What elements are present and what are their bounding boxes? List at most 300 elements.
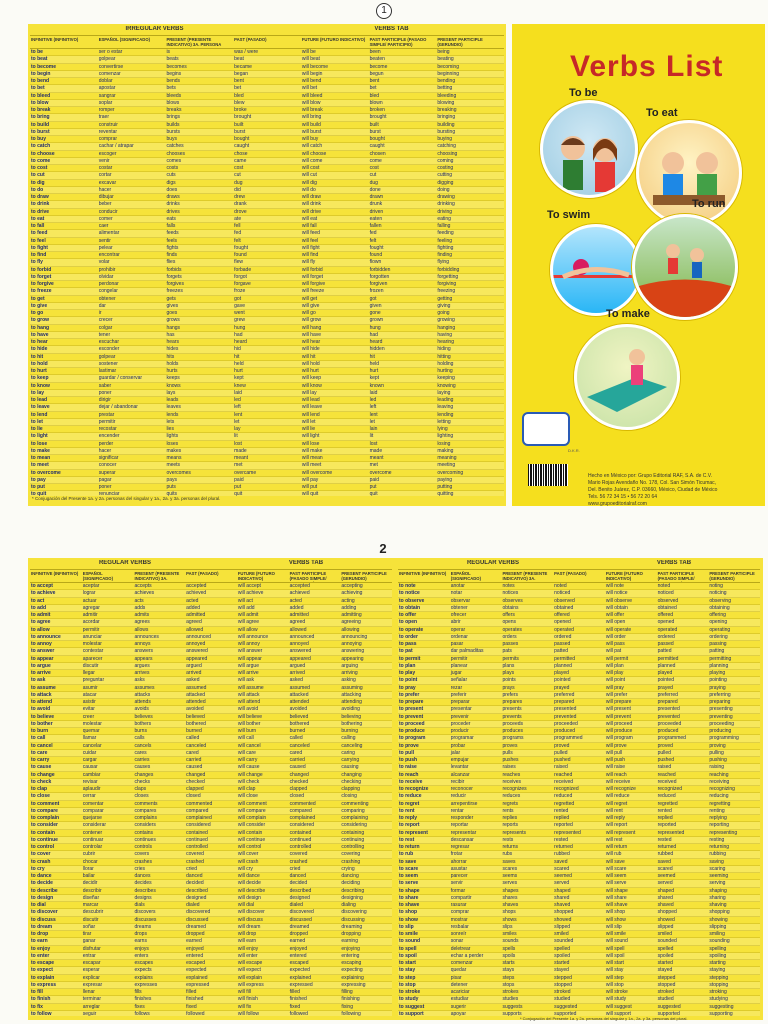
- table-cell: will play: [605, 670, 624, 676]
- table-cell: dials: [134, 902, 145, 908]
- table-row: [30, 165, 504, 172]
- table-cell: buys: [166, 136, 177, 142]
- table-cell: obtained: [554, 604, 574, 611]
- table-cell: will attend: [237, 699, 261, 705]
- table-cell: patted: [554, 648, 569, 655]
- table-cell: meant: [369, 455, 384, 461]
- table-cell: to break: [31, 107, 51, 113]
- table-cell: continued: [186, 836, 208, 843]
- table-cell: called: [186, 735, 200, 742]
- table-cell: closing: [341, 793, 357, 800]
- table-cell: to shop: [399, 909, 418, 916]
- table-cell: considered: [186, 822, 211, 829]
- table-row: [30, 296, 504, 303]
- table-row: [30, 946, 392, 953]
- table-cell: will fight: [301, 244, 320, 251]
- table-cell: got: [234, 295, 242, 302]
- table-row: [30, 612, 392, 619]
- table-cell: starting: [709, 960, 726, 966]
- table-cell: to check: [31, 778, 52, 785]
- table-cell: lay: [234, 426, 241, 432]
- table-cell: argues: [134, 662, 150, 669]
- table-cell: checked: [289, 778, 309, 785]
- table-cell: will hurt: [301, 368, 319, 374]
- table-cell: to achieve: [31, 590, 56, 597]
- table-cell: entering: [341, 952, 360, 959]
- table-cell: will enter: [237, 952, 258, 959]
- table-cell: closes: [134, 793, 149, 800]
- table-cell: to dial: [31, 902, 46, 908]
- table-cell: to reply: [399, 815, 418, 821]
- table-cell: prevents: [502, 713, 522, 720]
- table-row: [30, 735, 392, 742]
- table-cell: to cause: [31, 764, 52, 771]
- publisher-logo: [522, 412, 570, 446]
- table-cell: earned: [186, 938, 202, 945]
- table-cell: fell: [234, 223, 241, 229]
- table-cell: venir: [98, 157, 110, 164]
- table-cell: encontrar: [98, 252, 120, 258]
- table-cell: stopped: [554, 981, 572, 988]
- table-cell: controlled: [289, 844, 312, 850]
- table-cell: parecer: [450, 873, 468, 879]
- table-row: [30, 757, 392, 764]
- column-header: FUTURE (FUTURO INDICATIVO): [301, 37, 366, 42]
- table-cell: beaten: [369, 56, 385, 63]
- table-cell: came: [234, 157, 247, 164]
- table-cell: discovered: [186, 909, 211, 916]
- table-row: [30, 230, 504, 237]
- table-cell: ordered: [657, 633, 675, 640]
- table-cell: planning: [709, 662, 729, 669]
- table-cell: arreglar: [82, 1003, 100, 1010]
- table-cell: kept: [234, 375, 244, 382]
- table-cell: will decide: [237, 880, 261, 887]
- table-cell: raising: [709, 764, 725, 771]
- table-cell: asustar: [450, 865, 468, 872]
- table-cell: had: [234, 331, 243, 338]
- table-cell: will return: [605, 844, 628, 850]
- table-cell: offered: [657, 612, 674, 618]
- table-cell: entrar: [82, 952, 96, 959]
- table-row: [30, 303, 504, 310]
- table-cell: breaking: [437, 107, 457, 113]
- table-row: [398, 967, 760, 974]
- table-cell: to lose: [31, 440, 48, 447]
- table-cell: to burst: [31, 128, 50, 135]
- column-header: PRESENT (PRESENTE INDICATIVO) 3A.: [502, 571, 548, 581]
- table-cell: makes: [166, 447, 182, 454]
- table-cell: begins: [166, 70, 182, 77]
- table-cell: smiling: [709, 931, 725, 937]
- table-cell: announcing: [341, 633, 368, 640]
- verbs-tab-heading-right: VERBS TAB: [656, 560, 692, 566]
- table-cell: will change: [237, 771, 263, 778]
- table-cell: to agree: [31, 619, 51, 626]
- table-cell: spells: [502, 945, 516, 952]
- table-cell: will crash: [237, 858, 259, 865]
- table-cell: rested: [554, 836, 569, 843]
- table-cell: to carry: [31, 757, 50, 763]
- table-cell: will forgive: [301, 281, 326, 287]
- table-cell: to be: [31, 49, 43, 55]
- table-cell: growing: [437, 317, 455, 324]
- table-cell: doing: [437, 186, 450, 193]
- table-cell: forgiven: [369, 281, 388, 287]
- table-cell: hits: [166, 353, 175, 360]
- table-cell: gone: [369, 310, 381, 316]
- table-row: [30, 772, 392, 779]
- table-cell: asked: [186, 677, 200, 684]
- table-cell: represented: [554, 829, 581, 836]
- table-cell: flown: [369, 259, 382, 266]
- table-cell: puts: [166, 484, 176, 490]
- table-row: [398, 902, 760, 909]
- table-cell: drawn: [369, 194, 384, 200]
- table-cell: danced: [186, 873, 203, 879]
- table-cell: spoiled: [554, 952, 571, 959]
- table-cell: proceeding: [709, 720, 735, 727]
- table-cell: ofrecer: [450, 612, 467, 618]
- table-cell: to put: [31, 484, 45, 490]
- table-cell: attacks: [134, 691, 151, 698]
- table-cell: complaining: [341, 815, 368, 821]
- table-cell: will feel: [301, 237, 319, 244]
- table-cell: agreeing: [341, 619, 361, 626]
- column-header: FUTURE (FUTURO INDICATIVO): [237, 571, 275, 581]
- table-cell: will stay: [605, 967, 624, 974]
- table-cell: hitting: [437, 353, 451, 360]
- table-row: [30, 194, 504, 201]
- table-cell: arrives: [134, 670, 150, 676]
- table-cell: bothering: [341, 720, 363, 727]
- table-cell: bursts: [166, 128, 181, 135]
- table-cell: laid: [234, 389, 242, 396]
- table-cell: deciding: [341, 880, 360, 887]
- table-cell: will open: [605, 619, 626, 626]
- table-cell: will light: [301, 433, 320, 440]
- table-cell: claps: [134, 786, 147, 792]
- table-cell: achieved: [186, 590, 207, 597]
- table-row: [30, 721, 392, 728]
- table-cell: shops: [502, 909, 516, 916]
- table-cell: appeared: [289, 655, 311, 662]
- table-cell: hacer: [98, 186, 112, 193]
- table-row: [30, 895, 392, 902]
- table-cell: froze: [234, 288, 246, 295]
- column-header: PAST PARTICIPLE (PASADO SIMPLE/ PARTICIPIO): [369, 37, 427, 47]
- table-row: [30, 692, 392, 699]
- table-cell: did: [234, 186, 241, 193]
- table-cell: seguir: [82, 1010, 97, 1016]
- table-cell: to spell: [399, 945, 417, 952]
- table-cell: begun: [369, 70, 384, 77]
- table-row: [398, 648, 760, 655]
- table-cell: fights: [166, 244, 179, 251]
- table-cell: avoids: [134, 706, 149, 713]
- table-cell: programar: [450, 735, 474, 742]
- table-cell: smiles: [502, 931, 517, 937]
- table-cell: to leave: [31, 404, 50, 411]
- table-cell: will note: [605, 583, 624, 589]
- table-cell: olvidar: [98, 273, 114, 280]
- table-row: [30, 209, 504, 216]
- table-cell: permitir: [98, 418, 116, 425]
- table-cell: supported: [554, 1010, 577, 1016]
- table-cell: builds: [166, 121, 180, 128]
- table-row: [398, 764, 760, 771]
- table-cell: arriving: [341, 670, 358, 676]
- table-cell: will pat: [605, 648, 622, 655]
- table-cell: annoys: [134, 641, 151, 647]
- table-cell: llorar: [82, 865, 94, 872]
- table-cell: followed: [289, 1010, 308, 1016]
- table-cell: built: [234, 121, 244, 128]
- table-cell: spoiled: [657, 952, 674, 959]
- table-cell: señalar: [450, 677, 468, 684]
- table-cell: spelled: [657, 945, 674, 952]
- table-cell: to rub: [399, 851, 414, 858]
- table-cell: pelear: [98, 244, 113, 251]
- table-cell: follows: [134, 1010, 150, 1016]
- table-cell: prays: [502, 684, 515, 691]
- table-cell: made: [369, 447, 383, 454]
- table-cell: reaching: [709, 771, 729, 778]
- table-row: [30, 938, 392, 945]
- table-row: [30, 982, 392, 989]
- table-cell: to enjoy: [31, 945, 51, 952]
- table-cell: contener: [82, 829, 103, 836]
- table-cell: bursting: [437, 128, 456, 135]
- table-cell: will show: [605, 916, 626, 923]
- table-cell: drives: [166, 208, 180, 215]
- table-cell: decides: [134, 880, 152, 887]
- table-cell: to forget: [31, 273, 52, 280]
- table-cell: will shape: [605, 887, 628, 894]
- table-cell: to discover: [31, 909, 58, 916]
- table-cell: to buy: [31, 136, 46, 142]
- table-cell: clapped: [186, 786, 204, 792]
- table-cell: supports: [502, 1010, 522, 1016]
- regular-verbs-heading-left: REGULAR VERBS: [98, 560, 151, 566]
- regular-footnote: * Conjugación del Presente 1a. y 2a. personas del singular y 1a., 2a. y 3a. personas del plural.: [520, 1016, 688, 1021]
- table-cell: will follow: [237, 1010, 259, 1016]
- table-cell: arguing: [341, 662, 358, 669]
- table-cell: to stay: [399, 967, 416, 974]
- table-cell: to design: [31, 894, 54, 901]
- table-cell: starts: [502, 960, 515, 966]
- table-cell: knew: [234, 382, 246, 389]
- table-row: [30, 851, 392, 858]
- table-cell: opened: [657, 619, 675, 626]
- table-cell: lying: [437, 426, 448, 432]
- table-cell: will cover: [237, 851, 259, 858]
- table-cell: attended: [289, 699, 310, 705]
- table-cell: will stroke: [605, 989, 628, 995]
- table-row: [30, 931, 392, 938]
- table-cell: to clap: [31, 786, 48, 792]
- table-row: [30, 441, 504, 448]
- table-cell: describir: [82, 887, 102, 894]
- table-cell: considerar: [82, 822, 107, 829]
- table-cell: drinks: [166, 201, 180, 208]
- table-cell: prevented: [554, 713, 577, 720]
- publisher-website: www.grupoeditorialraf.com: [588, 501, 647, 506]
- table-row: [30, 107, 504, 114]
- table-cell: reportar: [450, 822, 469, 829]
- table-cell: to keep: [31, 375, 49, 382]
- table-cell: to pull: [399, 749, 414, 756]
- table-cell: acted: [186, 597, 199, 604]
- table-cell: reduced: [657, 793, 676, 800]
- table-cell: enters: [134, 952, 149, 959]
- table-cell: seems: [502, 873, 518, 879]
- table-cell: will prevent: [605, 713, 631, 720]
- table-cell: chose: [234, 150, 248, 157]
- table-cell: led: [234, 397, 241, 403]
- table-row: [30, 706, 392, 713]
- table-cell: returns: [502, 844, 518, 850]
- table-cell: comparing: [341, 807, 365, 814]
- table-row: [30, 484, 504, 491]
- table-cell: preparing: [709, 699, 731, 705]
- table-cell: presented: [657, 706, 680, 713]
- table-cell: shared: [554, 894, 570, 901]
- table-cell: will cancel: [237, 742, 261, 749]
- table-cell: hurt: [234, 368, 243, 374]
- table-cell: observing: [709, 597, 731, 604]
- table-cell: attacked: [186, 691, 206, 698]
- table-cell: forgotten: [369, 273, 390, 280]
- table-cell: apostar: [98, 85, 116, 92]
- table-row: [398, 634, 760, 641]
- table-cell: notes: [502, 583, 515, 589]
- table-cell: aparecer: [82, 655, 103, 662]
- table-row: [398, 605, 760, 612]
- table-cell: proceeded: [554, 720, 578, 727]
- table-cell: molestar: [82, 720, 102, 727]
- table-cell: cut: [369, 172, 377, 179]
- table-cell: quitting: [437, 491, 454, 496]
- table-cell: to get: [31, 295, 45, 302]
- table-cell: recognized: [554, 786, 579, 792]
- table-row: [30, 122, 504, 129]
- table-cell: programmed: [554, 735, 583, 742]
- table-cell: will reduce: [605, 793, 630, 800]
- table-cell: will blow: [301, 99, 321, 106]
- table-cell: fought: [234, 244, 249, 251]
- table-row: [30, 259, 504, 266]
- table-cell: burned: [186, 728, 202, 734]
- table-row: [398, 931, 760, 938]
- table-cell: will allow: [237, 626, 258, 633]
- table-cell: revisar: [82, 778, 98, 785]
- table-cell: will save: [605, 858, 625, 865]
- table-cell: eats: [166, 215, 176, 222]
- table-cell: will break: [301, 107, 323, 113]
- table-cell: admitted: [289, 612, 309, 618]
- table-cell: offering: [709, 612, 726, 618]
- table-cell: forbade: [234, 266, 252, 273]
- barcode-icon: [528, 464, 568, 486]
- table-cell: expressing: [341, 981, 366, 988]
- irregular-verb-rows: [30, 49, 504, 496]
- table-cell: llamar: [82, 735, 97, 742]
- table-cell: saves: [502, 858, 516, 865]
- table-cell: to offer: [399, 612, 417, 618]
- table-cell: escapar: [82, 960, 101, 966]
- table-cell: opens: [502, 619, 517, 626]
- table-cell: discovered: [289, 909, 314, 916]
- table-cell: lastimar: [98, 368, 117, 374]
- table-cell: burst: [234, 128, 246, 135]
- table-cell: dances: [134, 873, 151, 879]
- table-cell: controlled: [186, 844, 208, 850]
- table-cell: will serve: [605, 880, 627, 887]
- table-cell: strokes: [502, 989, 519, 995]
- table-cell: forgot: [234, 273, 247, 280]
- column-header: PAST (PASADO): [186, 571, 219, 576]
- table-cell: reporting: [709, 822, 730, 829]
- table-cell: laid: [369, 389, 378, 396]
- table-cell: points: [502, 677, 516, 684]
- table-cell: bets: [166, 85, 176, 92]
- table-cell: freezing: [437, 288, 456, 295]
- table-cell: will forbid: [301, 266, 323, 273]
- table-cell: will rest: [605, 836, 623, 843]
- table-cell: bothers: [134, 720, 152, 727]
- table-cell: filled: [186, 989, 197, 995]
- table-cell: let: [234, 418, 240, 425]
- table-cell: pagar: [98, 476, 112, 483]
- table-cell: blown: [369, 99, 383, 106]
- table-row: [398, 844, 760, 851]
- table-cell: to obtain: [399, 604, 421, 611]
- table-cell: dreamed: [289, 923, 310, 930]
- table-cell: golpear: [98, 56, 116, 63]
- table-cell: permitir: [450, 655, 468, 662]
- table-row: [30, 78, 504, 85]
- table-cell: to bend: [31, 78, 50, 84]
- table-cell: meets: [166, 462, 181, 469]
- table-cell: covered: [289, 851, 308, 858]
- table-cell: digging: [437, 179, 454, 186]
- table-cell: leading: [437, 397, 454, 403]
- table-cell: deletrear: [450, 945, 471, 952]
- table-cell: noticing: [709, 590, 727, 597]
- table-cell: accepted: [186, 583, 207, 589]
- table-cell: studies: [502, 996, 519, 1003]
- table-cell: presentar: [450, 706, 472, 713]
- table-cell: passing: [709, 641, 727, 647]
- table-row: [30, 801, 392, 808]
- table-cell: brought: [234, 114, 252, 121]
- table-cell: discussing: [341, 916, 365, 923]
- table-cell: to annoy: [31, 641, 52, 647]
- table-cell: conocer: [98, 462, 117, 469]
- table-cell: heard: [234, 339, 247, 345]
- table-cell: finishes: [134, 996, 152, 1003]
- table-cell: to operate: [399, 626, 424, 633]
- table-row: [30, 383, 504, 390]
- table-cell: bailar: [82, 873, 95, 879]
- table-cell: spoiling: [709, 952, 727, 959]
- table-cell: will explain: [237, 974, 263, 981]
- table-row: [398, 938, 760, 945]
- table-cell: overcoming: [437, 469, 464, 476]
- column-header: PRESENT (PRESENTE INDICATIVO) 3A.: [134, 571, 180, 581]
- table-cell: getting: [437, 295, 453, 302]
